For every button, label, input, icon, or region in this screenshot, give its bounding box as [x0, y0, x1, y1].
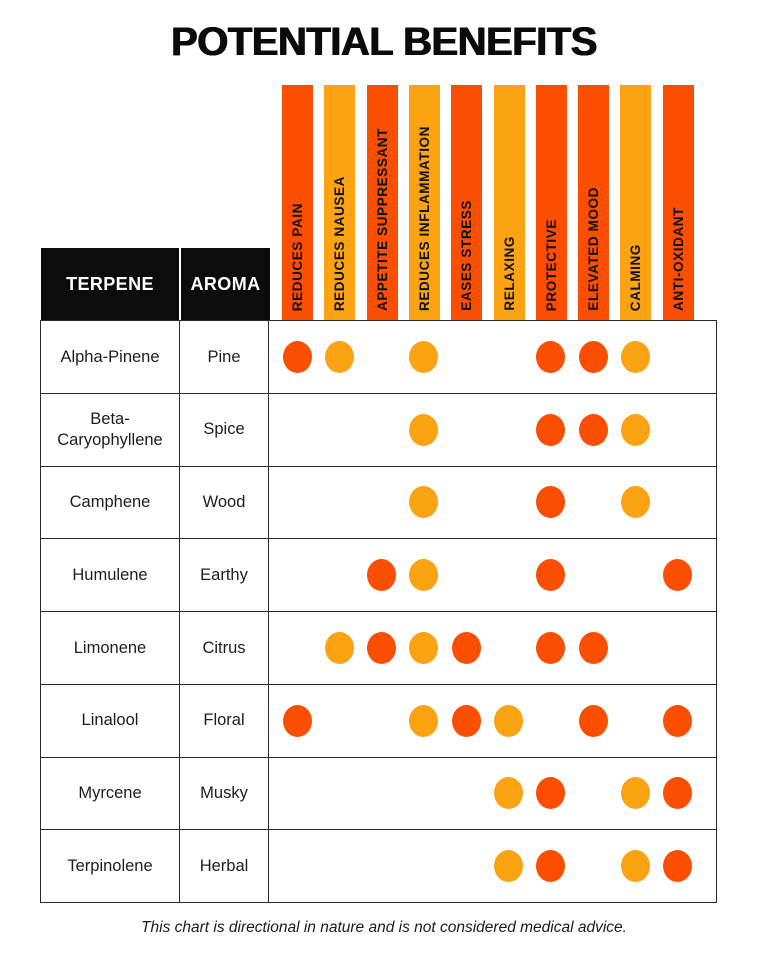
benefit-dots-area [269, 321, 716, 393]
benefit-dot [283, 705, 312, 737]
terpene-cell: Beta-Caryophyllene [41, 394, 180, 466]
benefit-dot [621, 414, 650, 446]
benefit-dot [367, 632, 396, 664]
terpene-cell: Humulene [41, 539, 180, 611]
page-title: POTENTIAL BENEFITS [171, 20, 597, 64]
benefit-dot [494, 850, 523, 882]
benefit-dot [536, 486, 565, 518]
benefit-dot [621, 341, 650, 373]
benefit-dot [452, 705, 481, 737]
table-row [41, 685, 716, 758]
aroma-cell: Wood [180, 467, 269, 539]
benefit-dot [579, 414, 608, 446]
table-row [41, 467, 716, 540]
aroma-cell: Musky [180, 758, 269, 830]
benefit-column-bar [620, 85, 651, 320]
terpene-cell: Terpinolene [41, 830, 180, 902]
benefit-dot [579, 341, 608, 373]
benefit-dot [283, 341, 312, 373]
benefit-dots-area [269, 758, 716, 830]
benefit-dots-area [269, 685, 716, 757]
benefit-dot [536, 559, 565, 591]
benefit-dot [579, 632, 608, 664]
terpene-cell: Camphene [41, 467, 180, 539]
aroma-cell: Pine [180, 321, 269, 393]
table-row [41, 321, 716, 394]
benefit-dot [579, 705, 608, 737]
benefit-dot [494, 705, 523, 737]
benefit-dot [409, 341, 438, 373]
aroma-cell: Citrus [180, 612, 269, 684]
terpene-cell: Linalool [41, 685, 180, 757]
benefit-column-label: APPETITE SUPPRESSANT [374, 127, 390, 311]
benefit-dot [536, 850, 565, 882]
benefit-column-bar [282, 85, 313, 320]
terpene-cell: Alpha-Pinene [41, 321, 180, 393]
benefit-column-label: REDUCES PAIN [290, 202, 305, 311]
benefit-column-bar [494, 85, 525, 320]
benefit-dot [325, 632, 354, 664]
benefit-dot [621, 486, 650, 518]
benefit-dot [536, 632, 565, 664]
benefit-dot [621, 777, 650, 809]
benefit-dot [367, 559, 396, 591]
aroma-header-label: AROMA [190, 273, 261, 294]
benefit-dot [621, 850, 650, 882]
benefit-dot [536, 777, 565, 809]
benefit-dots-area [269, 830, 716, 902]
benefit-column-label: PROTECTIVE [543, 218, 559, 311]
aroma-cell: Earthy [180, 539, 269, 611]
benefit-column-label: EASES STRESS [459, 200, 475, 311]
benefit-dot [409, 559, 438, 591]
benefit-column-label: RELAXING [501, 236, 517, 311]
benefit-column-label: REDUCES NAUSEA [332, 175, 348, 311]
table-row [41, 394, 716, 467]
terpene-column-header [41, 248, 179, 320]
benefit-dot [409, 705, 438, 737]
table-row [41, 830, 716, 902]
benefit-column-label: REDUCES INFLAMMATION [416, 126, 432, 311]
aroma-column-header [181, 248, 270, 320]
disclaimer-text: This chart is directional in nature and is not considered medical advice. [141, 919, 627, 936]
terpene-cell: Myrcene [41, 758, 180, 830]
benefit-dots-area [269, 539, 716, 611]
benefit-dots-area [269, 467, 716, 539]
terpene-cell: Limonene [41, 612, 180, 684]
benefit-dot [536, 341, 565, 373]
benefit-dot [663, 705, 692, 737]
benefit-dot [494, 777, 523, 809]
benefit-dots-area [269, 612, 716, 684]
terpene-header-label: TERPENE [66, 273, 154, 294]
benefit-dot [663, 850, 692, 882]
benefit-dot [452, 632, 481, 664]
aroma-cell: Herbal [180, 830, 269, 902]
benefit-dot [536, 414, 565, 446]
benefit-column-bar [324, 85, 355, 320]
benefit-column-bar [451, 85, 482, 320]
benefit-column-label: ELEVATED MOOD [586, 187, 602, 311]
benefit-dot [409, 486, 438, 518]
benefit-dot [409, 414, 438, 446]
benefit-column-bar [367, 85, 398, 320]
benefit-column-bar [536, 85, 567, 320]
aroma-cell: Floral [180, 685, 269, 757]
benefit-column-bar [578, 85, 609, 320]
table-row [41, 539, 716, 612]
benefit-dot [409, 632, 438, 664]
benefits-table [40, 320, 717, 903]
benefit-dot [663, 559, 692, 591]
benefit-dot [663, 777, 692, 809]
benefit-column-label: CALMING [628, 243, 644, 311]
benefit-column-bar [409, 85, 440, 320]
benefit-dots-area [269, 394, 716, 466]
benefit-column-bar [663, 85, 694, 320]
table-row [41, 612, 716, 685]
benefit-column-label: ANTI-OXIDANT [670, 207, 686, 311]
benefit-dot [325, 341, 354, 373]
table-row [41, 758, 716, 831]
aroma-cell: Spice [180, 394, 269, 466]
